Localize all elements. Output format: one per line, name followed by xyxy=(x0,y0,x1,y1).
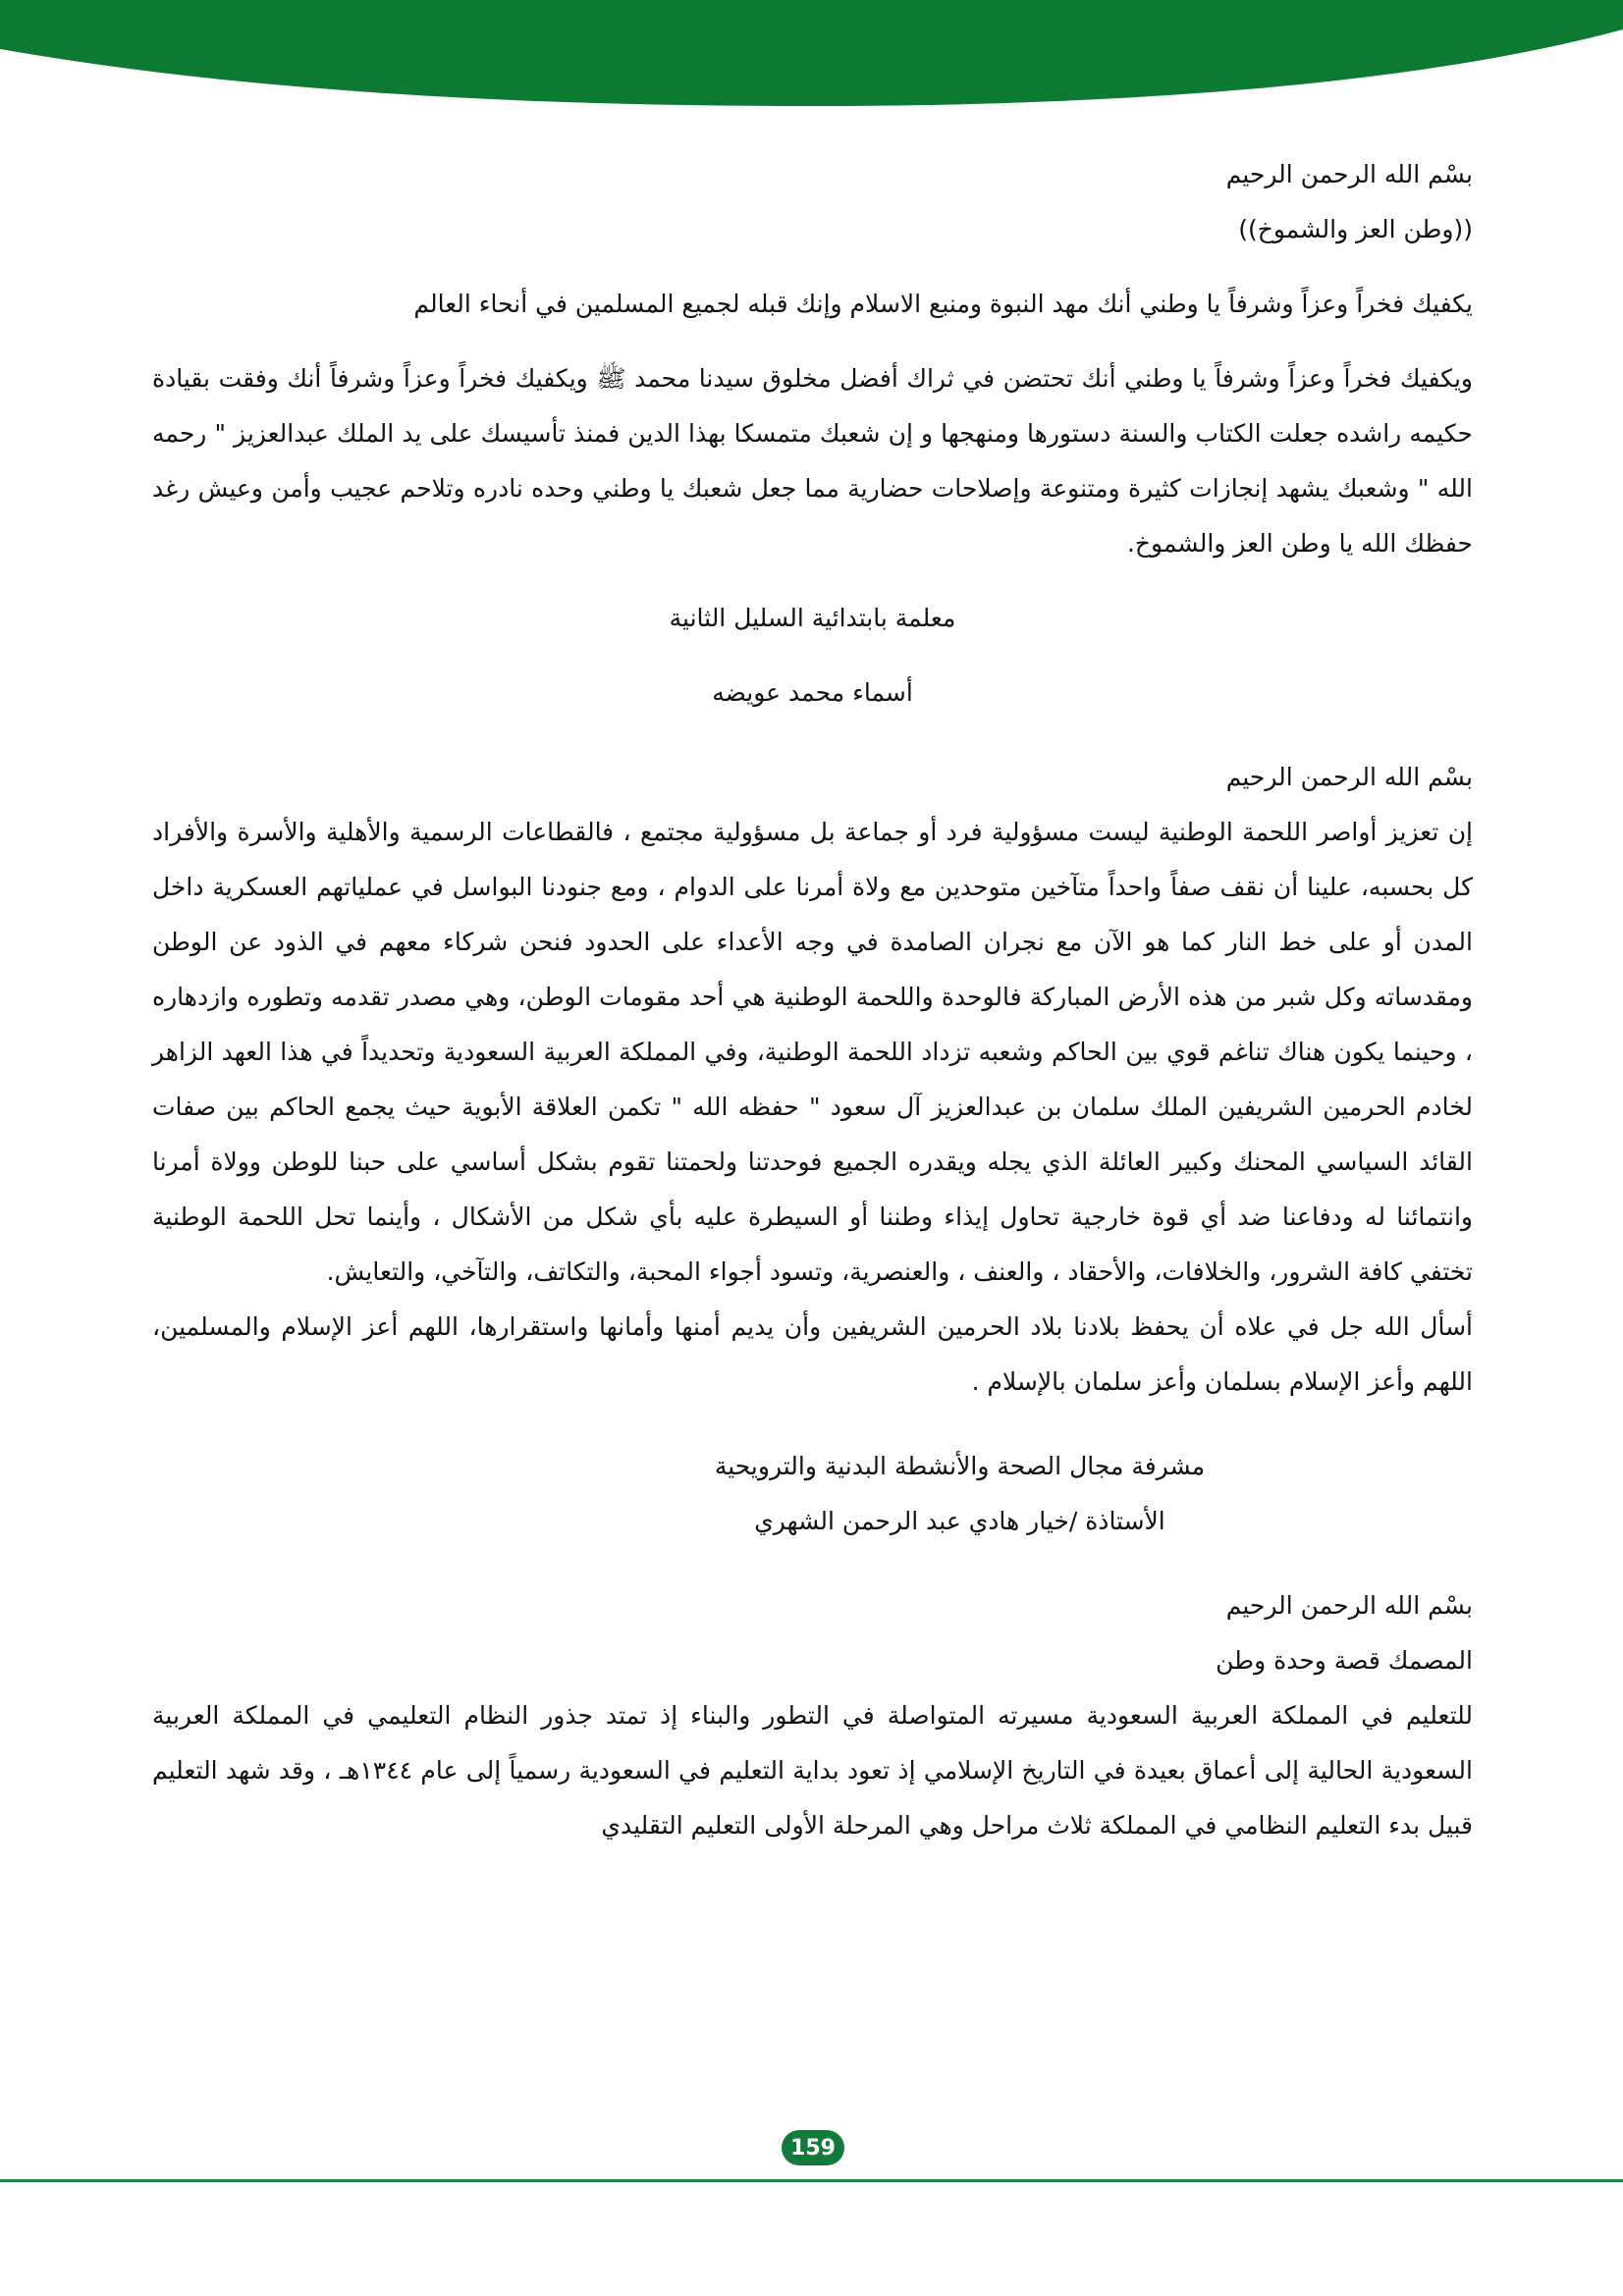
basmala: بسْم الله الرحمن الرحيم xyxy=(1225,160,1473,188)
paragraph: إن تعزيز أواصر اللحمة الوطنية ليست مسؤولية فرد أو جماعة بل مسؤولية مجتمع ، فالقطاعات الرسمية والأهلية والأسرة والأفراد كل بحسبه، علينا أن نقف صفاً واحداً متآخين متوحدين مع ولاة أمرنا على الدوام ، ومع جنودنا البواسل في عملياتهم العسكرية داخل المدن أو على خط النار كما هو الآن مع نجران الصامدة في وجه الأعداء على الحدود فنحن شركاء معهم في الذود عن الوطن ومقدساته وكل شبر من هذه الأرض المباركة فالوحدة واللحمة الوطنية هي أحد مقومات الوطن، وهي مصدر تقدمه وتطوره وازدهاره ، وحينما يكون هناك تناغم قوي بين الحاكم وشعبه تزداد اللحمة الوطنية، وفي المملكة العربية السعودية وتحديداً في هذا العهد الزاهر لخادم الحرمين الشريفين الملك سلمان بن عبدالعزيز آل سعود " حفظه الله " تكمن العلاقة الأبوية حيث يجمع الحاكم بين صفات القائد السياسي المحنك وكبير العائلة الذي يجله ويقدره الجميع فوحدتنا ولحمتنا تقوم بشكل أساسي على حبنا للوطن وولاة أمرنا وانتمائنا له ودفاعنا ضد أي قوة خارجية تحاول إيذاء وطننا أو السيطرة عليه بأي شكل من الأشكال ، وأينما تحل اللحمة الوطنية تختفي كافة الشرور، والخلافات، والأحقاد ، والعنف ، والعنصرية، وتسود أجواء المحبة، والتكاتف، والتآخي، والتعايش. xyxy=(152,818,1473,1286)
section-title: ((وطن العز والشموخ)) xyxy=(1238,215,1473,243)
signature-name: الأستاذة /خيار هادي عبد الرحمن الشهري xyxy=(754,1507,1165,1535)
section-watan-al-izz xyxy=(152,147,1473,721)
paragraph: ويكفيك فخراً وعزاً وشرفاً يا وطني أنك تحتضن في ثراك أفضل مخلوق سيدنا محمد ﷺ ويكفيك فخراً وعزاً وشرفاً أنك وفقت بقيادة حكيمه راشده جعلت الكتاب والسنة دستورها ومنهجها و إن شعبك متمسكا بهذا الدين فمنذ تأسيسك على يد الملك عبدالعزيز " رحمه الله " وشعبك يشهد إنجازات كثيرة ومتنوعة وإصلاحات حضارية مما جعل شعبك يا وطني وحده نادره وتلاحم عجيب وأمن وعيش رغد حفظك الله يا وطن العز والشموخ. xyxy=(152,364,1473,558)
header-wave-banner xyxy=(0,0,1623,113)
footer-divider xyxy=(0,2179,1623,2182)
paragraph: أسأل الله جل في علاه أن يحفظ بلادنا بلاد الحرمين الشريفين وأن يديم أمنها وأمانها واستقرارها، اللهم أعز الإسلام والمسلمين، اللهم وأعز الإسلام بسلمان وأعز سلمان بالإسلام . xyxy=(152,1312,1473,1396)
basmala: بسْم الله الرحمن الرحيم xyxy=(1225,763,1473,791)
section-title: المصمك قصة وحدة وطن xyxy=(1216,1646,1473,1675)
paragraph: يكفيك فخراً وعزاً وشرفاً يا وطني أنك مهد النبوة ومنبع الاسلام وإنك قبله لجميع المسلمين في أنحاء العالم xyxy=(413,290,1473,318)
signature-role: مشرفة مجال الصحة والأنشطة البدنية والترويحية xyxy=(714,1452,1206,1480)
basmala: بسْم الله الرحمن الرحيم xyxy=(1225,1591,1473,1620)
page-number-badge: 159 xyxy=(782,2130,844,2165)
section-national-cohesion xyxy=(152,750,1473,1549)
paragraph: للتعليم في المملكة العربية السعودية مسيرته المتواصلة في التطور والبناء إذ تمتد جذور النظام التعليمي في المملكة العربية السعودية الحالية إلى أعماق بعيدة في التاريخ الإسلامي إذ تعود بداية التعليم في السعودية رسمياً إلى عام ١٣٤٤هـ ، وقد شهد التعليم قبيل بدء التعليم النظامي في المملكة ثلاث مراحل وهي المرحلة الأولى التعليم التقليدي xyxy=(152,1701,1473,1840)
signature-role: معلمة بابتدائية السليل الثانية xyxy=(669,604,956,632)
section-masmak xyxy=(152,1578,1473,1853)
signature-name: أسماء محمد عويضه xyxy=(712,678,913,707)
document-body xyxy=(152,147,1473,1853)
